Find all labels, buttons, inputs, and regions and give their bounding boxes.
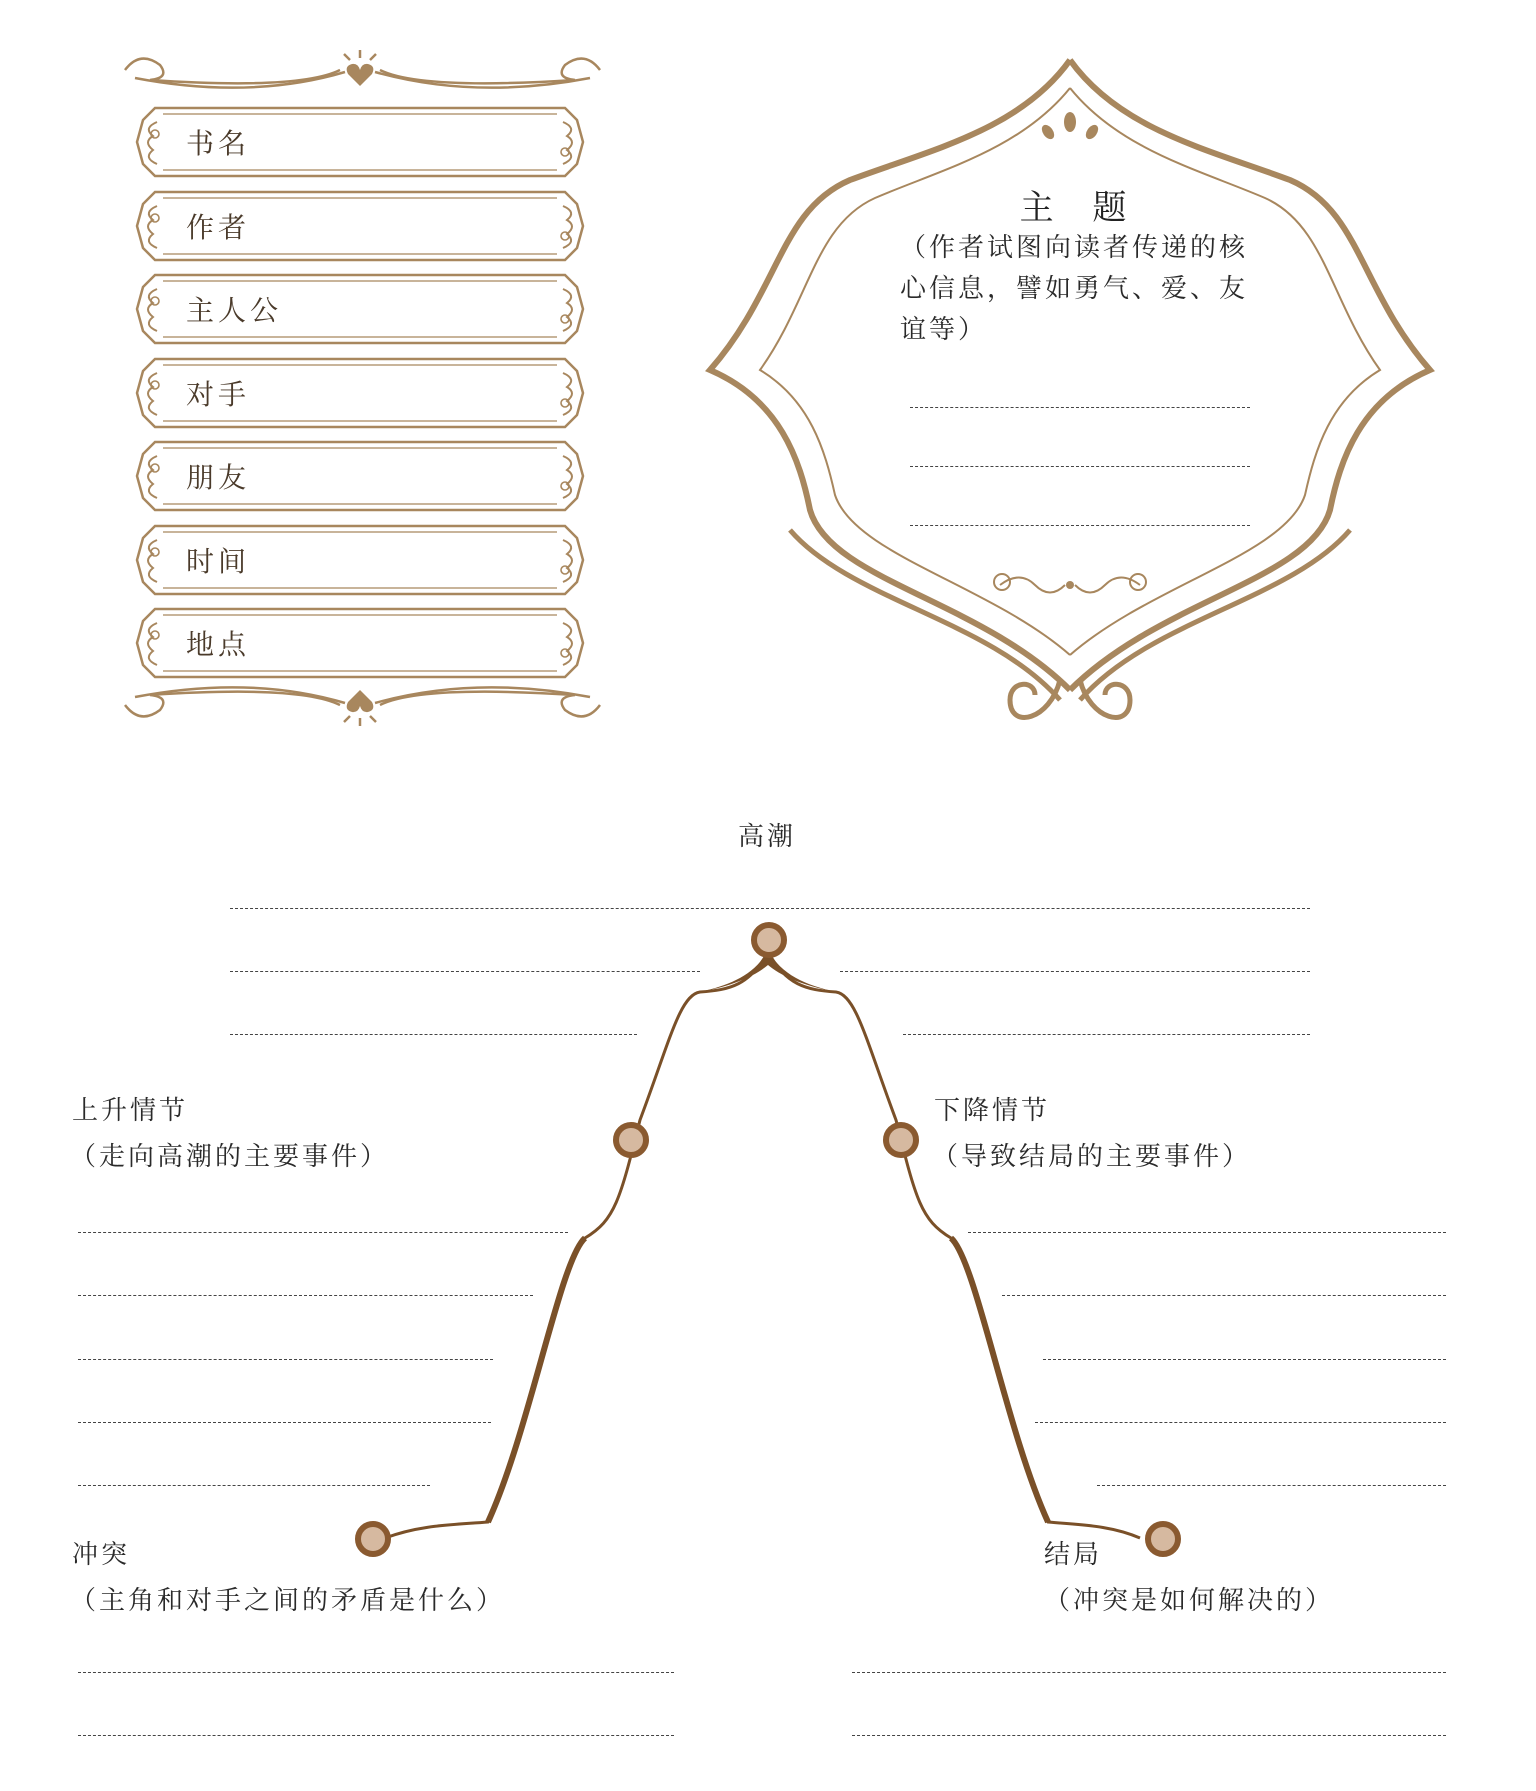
node-rising[interactable]	[611, 1120, 651, 1160]
rising-line-5[interactable]	[78, 1485, 430, 1486]
climax-title: 高潮	[738, 822, 797, 852]
field-label-7: 地点	[186, 628, 251, 661]
climax-line-2[interactable]	[230, 971, 700, 972]
node-conflict[interactable]	[353, 1519, 393, 1559]
falling-subtitle: （导致结局的主要事件）	[932, 1142, 1252, 1172]
field-label-4: 对手	[186, 378, 251, 411]
rising-title: 上升情节	[72, 1096, 189, 1126]
resolution-subtitle: （冲突是如何解决的）	[1044, 1586, 1335, 1616]
resolution-line-1[interactable]	[852, 1672, 1446, 1673]
conflict-line-2[interactable]	[78, 1735, 674, 1736]
field-label-1: 书名	[186, 127, 251, 160]
rising-subtitle: （走向高潮的主要事件）	[70, 1142, 390, 1172]
climax-line-3[interactable]	[840, 971, 1310, 972]
resolution-line-2[interactable]	[852, 1735, 1446, 1736]
node-falling[interactable]	[881, 1120, 921, 1160]
node-resolution[interactable]	[1143, 1519, 1183, 1559]
climax-line-1[interactable]	[230, 908, 1310, 909]
falling-line-4[interactable]	[1035, 1422, 1446, 1423]
node-climax[interactable]	[749, 920, 789, 960]
climax-line-4[interactable]	[230, 1034, 637, 1035]
rising-line-1[interactable]	[78, 1232, 568, 1233]
theme-description: （作者试图向读者传递的核心信息，譬如勇气、爱、友谊等）	[900, 233, 1249, 345]
falling-title: 下降情节	[934, 1096, 1051, 1126]
field-label-5: 朋友	[186, 461, 251, 494]
falling-line-2[interactable]	[1002, 1295, 1446, 1296]
theme-title: 主 题	[1019, 188, 1141, 228]
resolution-title: 结局	[1044, 1540, 1103, 1570]
falling-line-1[interactable]	[968, 1232, 1446, 1233]
rising-line-3[interactable]	[78, 1359, 493, 1360]
field-label-3: 主人公	[186, 294, 283, 327]
rising-line-2[interactable]	[78, 1295, 533, 1296]
field-label-2: 作者	[186, 211, 251, 244]
field-label-6: 时间	[186, 545, 251, 578]
climax-line-5[interactable]	[903, 1034, 1310, 1035]
falling-line-5[interactable]	[1097, 1485, 1446, 1486]
conflict-title: 冲突	[72, 1540, 131, 1570]
conflict-subtitle: （主角和对手之间的矛盾是什么）	[70, 1586, 506, 1616]
falling-line-3[interactable]	[1043, 1359, 1446, 1360]
conflict-line-1[interactable]	[78, 1672, 674, 1673]
rising-line-4[interactable]	[78, 1422, 491, 1423]
